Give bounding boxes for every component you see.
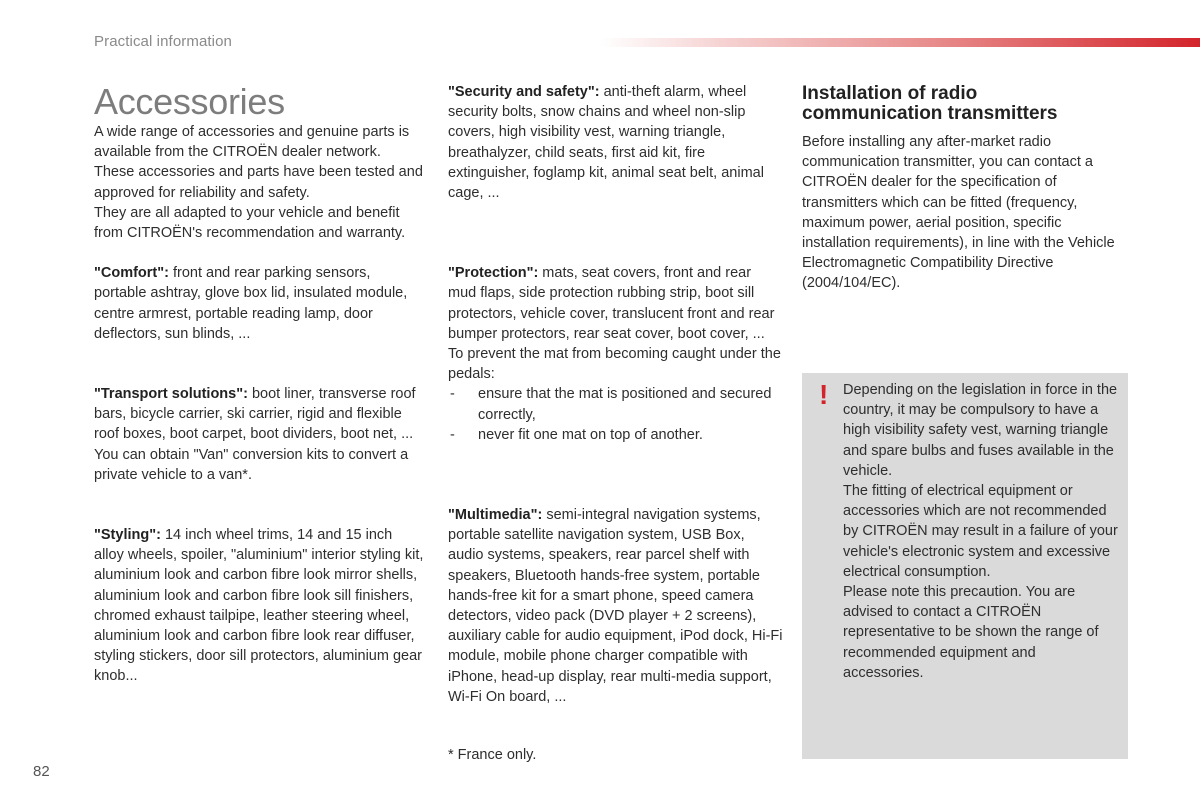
intro-paragraph-2: These accessories and parts have been tested and approved for reliability and safety. <box>94 164 423 201</box>
warning-paragraph-3: Please note this precaution. You are advised to contact a CITROËN representative to be shown the range of recommended equipment and accessories. <box>843 584 1099 681</box>
comfort-paragraph <box>94 263 424 344</box>
radio-heading-line-2: communication transmitters <box>802 103 1058 124</box>
warning-paragraph-2: The fitting of electrical equipment or accessories which are not recommended by CITROËN may result in a failure of your vehicle's electronic system and excessive electrical consumption. <box>843 483 1118 580</box>
section-header: Practical information <box>94 33 232 50</box>
list-item <box>448 384 783 424</box>
page-title: Accessories <box>94 81 285 122</box>
comfort-label: "Comfort": <box>94 265 169 282</box>
comfort-text: front and rear parking sensors, portable ashtray, glove box lid, insulated module, centre armrest, portable reading lamp, door deflectors, sun blinds, ... <box>94 265 408 342</box>
protection-text: mats, seat covers, front and rear mud flaps, side protection rubbing strip, boot sill protectors, vehicle cover, translucent front and rear bumper protectors, rear seat cover, boot cover, ... <box>448 265 775 342</box>
footnote: * France only. <box>448 747 537 763</box>
radio-heading <box>802 82 1122 124</box>
list-item-text: ensure that the mat is positioned and secured correctly, <box>478 386 772 423</box>
styling-paragraph <box>94 525 424 687</box>
column-right <box>802 82 1122 294</box>
column-left <box>94 82 424 687</box>
list-item-text: never fit one mat on top of another. <box>478 426 703 443</box>
transport-note: You can obtain "Van" conversion kits to convert a private vehicle to a van*. <box>94 446 409 483</box>
dash-bullet: - <box>450 386 455 403</box>
exclamation-icon: ! <box>819 379 829 410</box>
warning-text <box>843 380 1118 683</box>
transport-label: "Transport solutions": <box>94 386 248 403</box>
multimedia-label: "Multimedia": <box>448 507 543 524</box>
warning-paragraph-1: Depending on the legislation in force in the country, it may be compulsory to have a high visibility safety vest, warning triangle and spare bulbs and fuses available in the vehicle. <box>843 382 1118 479</box>
intro-paragraph-3: They are all adapted to your vehicle and benefit from CITROËN's recommendation and warranty. <box>94 204 406 242</box>
header-accent-bar <box>600 38 1200 47</box>
transport-paragraph <box>94 384 424 445</box>
styling-text: 14 inch wheel trims, 14 and 15 inch alloy wheels, spoiler, "aluminium" interior styling kit, aluminium look and carbon fibre look mirror shells, aluminium look and carbon fibre look sill finishers, chromed exhaust tailpipe, leather steering wheel, aluminium look and carbon fibre look rear diffuser, styling stickers, door sill protectors, aluminium gear knob... <box>94 527 424 685</box>
security-paragraph <box>448 82 783 203</box>
radio-heading-line-1: Installation of radio <box>802 83 978 104</box>
multimedia-text: semi-integral navigation systems, portable satellite navigation system, USB Box, audio systems, speakers, rear parcel shelf with speakers, Bluetooth hands-free system, portable hands-free kit for a smart phone, speed camera detectors, video pack (DVD player + 2 screens), auxiliary cable for audio equipment, iPod dock, Hi-Fi module, mobile phone charger compatible with iPhone, head-up display, rear multi-media support, Wi-Fi On board, ... <box>448 507 783 705</box>
protection-paragraph <box>448 263 783 344</box>
radio-paragraph: Before installing any after-market radio communication transmitter, you can contact a CITROËN dealer for the specification of transmitters which can be fitted (frequency, maximum power, aerial position, specific installation requirements), in line with the Vehicle Electromagnetic Compatibility Directive (2004/104/EC). <box>802 134 1115 292</box>
security-label: "Security and safety": <box>448 84 600 100</box>
protection-note: To prevent the mat from becoming caught under the pedals: <box>448 346 781 383</box>
intro-paragraph-1: A wide range of accessories and genuine parts is available from the CITROËN dealer network. <box>94 124 410 161</box>
protection-label: "Protection": <box>448 265 539 282</box>
multimedia-paragraph <box>448 505 783 707</box>
list-item <box>448 425 783 445</box>
dash-bullet: - <box>450 426 455 443</box>
column-middle <box>448 82 783 707</box>
transport-text: boot liner, transverse roof bars, bicycle carrier, ski carrier, rigid and flexible roof boxes, boot carpet, boot dividers, boot net, ... <box>94 386 416 443</box>
page-number: 82 <box>33 763 50 780</box>
security-text: anti-theft alarm, wheel security bolts, snow chains and wheel non-slip covers, high visibility vest, warning triangle, breathalyzer, child seats, first aid kit, fire extinguisher, foglamp kit, animal seat belt, animal cage, ... <box>448 84 764 202</box>
styling-label: "Styling": <box>94 527 161 544</box>
